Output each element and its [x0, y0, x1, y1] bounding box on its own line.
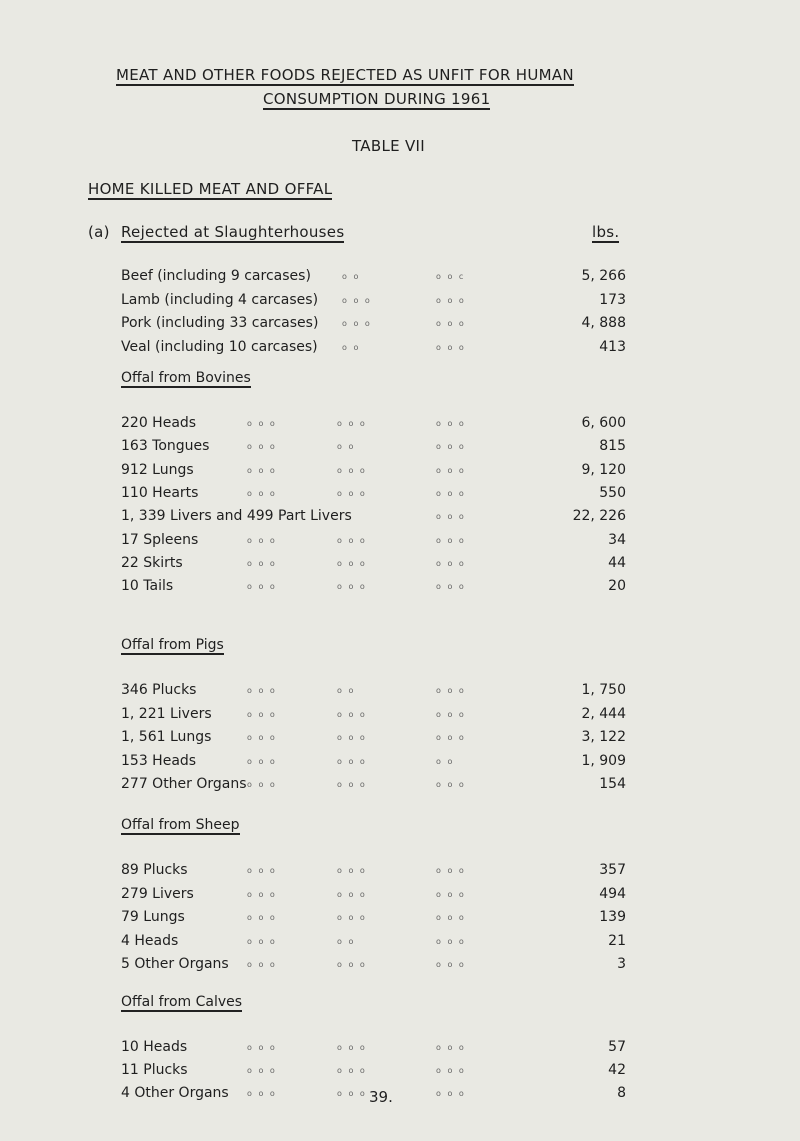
row-value: 5, 266: [581, 268, 626, 284]
row-label: 1, 221 Livers: [121, 705, 212, 722]
row-value: 413: [599, 338, 626, 355]
leader-dots: o o o: [436, 709, 466, 719]
row-value: 9, 120: [581, 461, 626, 478]
leader-dots: o o o: [247, 582, 277, 592]
page-number: 39.: [369, 1088, 393, 1106]
leader-dots: o o: [342, 272, 361, 281]
leader-dots: o o o: [247, 936, 277, 946]
leader-dots: o o o: [337, 465, 367, 475]
row-label: 11 Plucks: [121, 1062, 188, 1078]
table-row: [0, 508, 800, 528]
row-label: Veal (including 10 carcases): [121, 338, 318, 355]
leader-dots: o o o: [436, 1066, 466, 1075]
unit-label-text: lbs.: [592, 223, 620, 241]
row-label: 163 Tongues: [121, 438, 210, 455]
leader-dots: o o o: [436, 295, 466, 305]
leader-dots: o o c: [436, 272, 466, 281]
table-row: [0, 532, 800, 552]
leader-dots: o o o: [247, 442, 277, 452]
leader-dots: o o o: [337, 535, 367, 545]
table-label: TABLE VII: [352, 137, 425, 155]
row-label: 79 Lungs: [121, 909, 185, 925]
table-row: [0, 1062, 800, 1082]
leader-dots: o o o: [436, 913, 466, 922]
row-value: 57: [608, 1039, 626, 1055]
leader-dots: o o o: [247, 756, 277, 766]
leader-dots: o o o: [337, 756, 367, 766]
leader-dots: o o o: [247, 535, 277, 545]
row-value: 815: [599, 438, 626, 455]
row-value: 6, 600: [581, 415, 626, 431]
table-row: [0, 1085, 800, 1105]
row-label: 912 Lungs: [121, 461, 194, 478]
row-label: 153 Heads: [121, 752, 197, 769]
row-label: 1, 339 Livers and 499 Part Livers: [121, 508, 352, 525]
title-line-1-text: MEAT AND OTHER FOODS REJECTED AS UNFIT FOR HUMAN: [116, 66, 574, 84]
leader-dots: o o o: [247, 889, 277, 899]
row-value: 154: [599, 776, 626, 792]
section-a-marker: (a): [88, 223, 110, 241]
table-row: [0, 1039, 800, 1059]
row-value: 2, 444: [581, 705, 626, 722]
row-label: 277 Other Organs: [121, 776, 247, 792]
row-value: 173: [599, 291, 626, 308]
leader-dots: o o: [337, 686, 356, 695]
leader-dots: o o o: [337, 913, 367, 922]
row-value: 8: [617, 1085, 626, 1101]
row-label: Lamb (including 4 carcases): [121, 291, 319, 308]
leader-dots: o o o: [436, 342, 466, 352]
leader-dots: o o o: [436, 535, 466, 545]
row-value: 3: [617, 956, 626, 972]
leader-dots: o o o: [247, 488, 277, 498]
leader-dots: o o o: [247, 733, 277, 742]
leader-dots: o o o: [342, 295, 372, 305]
subtitle-text: HOME KILLED MEAT AND OFFAL: [88, 180, 333, 198]
row-label: 220 Heads: [121, 415, 197, 431]
leader-dots: o o o: [436, 936, 466, 946]
row-label: Pork (including 33 carcases): [121, 315, 319, 331]
row-value: 494: [599, 885, 626, 902]
table-row: [0, 339, 800, 359]
row-label: 4 Other Organs: [121, 1085, 229, 1101]
row-value: 550: [599, 484, 626, 501]
leader-dots: o o o: [247, 1066, 277, 1075]
leader-dots: o o: [337, 442, 356, 452]
leader-dots: o o o: [247, 1043, 277, 1052]
leader-dots: o o o: [436, 512, 466, 522]
title-line-1: [116, 66, 574, 84]
table-row: [0, 268, 800, 288]
title-line-2: [263, 90, 490, 108]
table-row: [0, 933, 800, 953]
unit-label: [592, 223, 619, 241]
leader-dots: o o o: [436, 319, 466, 328]
row-value: 357: [599, 862, 626, 878]
row-label: 17 Spleens: [121, 531, 199, 548]
row-value: 20: [608, 578, 626, 595]
leader-dots: o o o: [436, 733, 466, 742]
section-heading: Offal from Calves: [121, 994, 243, 1010]
leader-dots: o o o: [247, 709, 277, 719]
table-row: [0, 485, 800, 505]
table-row: [0, 706, 800, 726]
row-value: 44: [608, 554, 626, 571]
leader-dots: o o o: [436, 889, 466, 899]
leader-dots: o o o: [337, 488, 367, 498]
section-heading: Offal from Bovines: [121, 370, 251, 386]
leader-dots: o o o: [247, 866, 277, 875]
row-value: 42: [608, 1062, 626, 1078]
row-value: 34: [608, 531, 626, 548]
row-label: 1, 561 Lungs: [121, 729, 212, 745]
table-row: [0, 438, 800, 458]
leader-dots: o o o: [337, 1089, 367, 1098]
leader-dots: o o o: [247, 780, 277, 789]
leader-dots: o o: [337, 936, 356, 946]
table-row: [0, 956, 800, 976]
leader-dots: o o o: [337, 780, 367, 789]
table-row: [0, 909, 800, 929]
row-label: 22 Skirts: [121, 554, 183, 571]
leader-dots: o o o: [436, 1089, 466, 1098]
leader-dots: o o o: [342, 319, 372, 328]
section-heading: Offal from Pigs: [121, 637, 224, 653]
table-row: [0, 555, 800, 575]
leader-dots: o o o: [436, 465, 466, 475]
leader-dots: o o o: [247, 465, 277, 475]
table-row: [0, 682, 800, 702]
row-value: 3, 122: [581, 729, 626, 745]
leader-dots: o o o: [337, 582, 367, 592]
title-line-2-text: CONSUMPTION DURING 1961: [263, 90, 491, 108]
row-label: 110 Hearts: [121, 484, 199, 501]
leader-dots: o o: [436, 756, 455, 766]
table-row: [0, 729, 800, 749]
row-value: 1, 909: [581, 752, 626, 769]
leader-dots: o o o: [247, 686, 277, 695]
leader-dots: o o o: [247, 558, 277, 568]
table-row: [0, 776, 800, 796]
leader-dots: o o o: [337, 419, 367, 428]
leader-dots: o o o: [337, 960, 367, 969]
leader-dots: o o o: [436, 1043, 466, 1052]
leader-dots: o o o: [337, 558, 367, 568]
table-row: [0, 292, 800, 312]
row-label: 346 Plucks: [121, 682, 197, 698]
leader-dots: o o o: [337, 733, 367, 742]
leader-dots: o o o: [337, 866, 367, 875]
leader-dots: o o o: [436, 686, 466, 695]
leader-dots: o o o: [436, 866, 466, 875]
table-row: [0, 886, 800, 906]
section-a-label: [121, 223, 344, 241]
row-label: 89 Plucks: [121, 862, 188, 878]
table-row: [0, 862, 800, 882]
leader-dots: o o o: [436, 582, 466, 592]
row-label: 10 Tails: [121, 578, 174, 595]
leader-dots: o o o: [337, 1043, 367, 1052]
row-value: 1, 750: [581, 682, 626, 698]
leader-dots: o o o: [337, 889, 367, 899]
leader-dots: o o o: [436, 442, 466, 452]
table-row: [0, 578, 800, 598]
row-value: 21: [608, 932, 626, 949]
leader-dots: o o o: [247, 960, 277, 969]
row-value: 139: [599, 909, 626, 925]
row-value: 4, 888: [581, 315, 626, 331]
leader-dots: o o o: [436, 780, 466, 789]
section-heading: Offal from Sheep: [121, 817, 240, 833]
leader-dots: o o o: [247, 913, 277, 922]
row-label: 279 Livers: [121, 885, 194, 902]
leader-dots: o o o: [436, 558, 466, 568]
leader-dots: o o o: [436, 488, 466, 498]
leader-dots: o o o: [247, 1089, 277, 1098]
table-row: [0, 415, 800, 435]
subtitle: [88, 180, 332, 198]
row-label: 10 Heads: [121, 1039, 188, 1055]
row-value: 22, 226: [572, 508, 626, 525]
leader-dots: o o o: [436, 419, 466, 428]
leader-dots: o o: [342, 342, 361, 352]
leader-dots: o o o: [337, 709, 367, 719]
row-label: 5 Other Organs: [121, 956, 229, 972]
leader-dots: o o o: [247, 419, 277, 428]
section-a-label-text: Rejected at Slaughterhouses: [121, 223, 345, 241]
row-label: Beef (including 9 carcases): [121, 268, 311, 284]
table-row: [0, 315, 800, 335]
table-row: [0, 462, 800, 482]
leader-dots: o o o: [337, 1066, 367, 1075]
table-row: [0, 753, 800, 773]
row-label: 4 Heads: [121, 932, 179, 949]
leader-dots: o o o: [436, 960, 466, 969]
